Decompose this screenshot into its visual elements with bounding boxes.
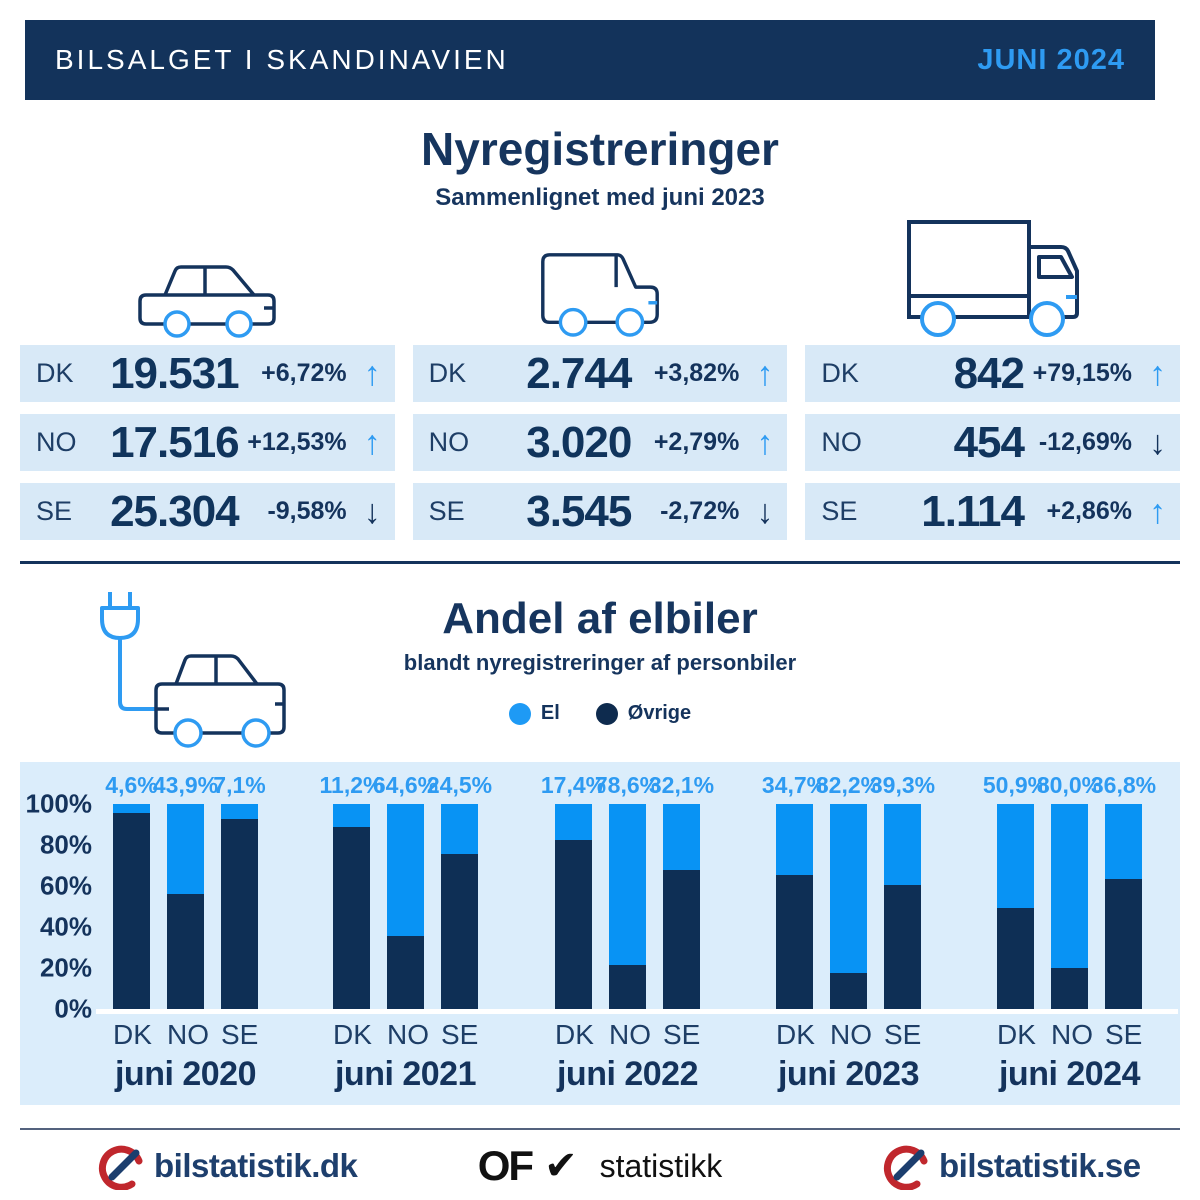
other-segment [776, 875, 813, 1009]
ev-share-label: 32,1% [648, 772, 715, 798]
stacked-bar-no [609, 804, 646, 1009]
country-tick-label: DK [776, 1019, 815, 1050]
other-segment [441, 854, 478, 1009]
el-segment [884, 804, 921, 885]
bars-row [113, 804, 258, 1009]
legend-item-el [509, 702, 560, 725]
stat-column-vans [413, 196, 788, 552]
category-labels-row [333, 1019, 478, 1051]
other-segment [221, 819, 258, 1009]
y-tick-label: 20% [39, 952, 92, 983]
value-labels-row [982, 772, 1157, 798]
country-tick-label: DK [555, 1019, 594, 1050]
ev-share-label: 82,2% [815, 772, 882, 798]
registration-count: 25.304 [110, 486, 239, 536]
bars-row [776, 804, 921, 1009]
bilstatistik-se-text: bilstatistik.se [939, 1147, 1141, 1184]
chart-group-juni-2023 [761, 772, 936, 1094]
ev-share-label: 4,6% [105, 772, 158, 798]
group-label: juni 2024 [998, 1055, 1140, 1093]
country-label: SE [821, 496, 858, 526]
other-segment [387, 936, 424, 1009]
stacked-bar-no [167, 804, 204, 1009]
ev-share-label: 39,3% [869, 772, 936, 798]
ofv-statistikk-logo [478, 1140, 723, 1192]
footer-divider [20, 1128, 1180, 1130]
other-segment [663, 870, 700, 1009]
other-segment [333, 827, 370, 1009]
car-icon [20, 196, 395, 345]
value-labels-row [105, 772, 266, 798]
change-percent: +2,79% [653, 428, 740, 456]
el-segment [555, 804, 592, 840]
country-tick-label: SE [441, 1019, 479, 1050]
header-period: JUNI 2024 [977, 43, 1125, 76]
other-segment [830, 973, 867, 1010]
stacked-bar-no [1051, 804, 1088, 1009]
bilstatistik-dk-logo [98, 1140, 357, 1192]
country-tick-label: NO [387, 1019, 429, 1050]
bars-row [333, 804, 478, 1009]
stacked-bar-se [441, 804, 478, 1009]
arrow-down-icon: ↓ [1148, 423, 1166, 462]
country-label: DK [36, 358, 74, 388]
other-segment [884, 885, 921, 1009]
country-tick-label: SE [1105, 1019, 1143, 1050]
country-label: SE [428, 496, 465, 526]
stacked-bar-dk [333, 804, 370, 1009]
registration-count: 2.744 [526, 348, 632, 398]
group-label: juni 2021 [334, 1055, 476, 1093]
stacked-bar-se [1105, 804, 1142, 1009]
el-segment [221, 804, 258, 819]
truck-stats [805, 345, 1180, 540]
y-tick-label: 60% [39, 870, 92, 901]
arrow-up-icon: ↑ [756, 354, 774, 393]
change-percent: +12,53% [247, 428, 347, 456]
stacked-bar-se [221, 804, 258, 1009]
country-tick-label: DK [333, 1019, 372, 1050]
stat-row-se [805, 483, 1180, 540]
el-segment [333, 804, 370, 827]
legend-dot [596, 703, 618, 725]
category-labels-row [113, 1019, 258, 1051]
ev-share-label: 11,2% [319, 772, 384, 798]
van-icon [413, 196, 788, 345]
country-label: NO [821, 427, 862, 457]
other-segment [113, 813, 150, 1009]
check-icon: ✔ [544, 1144, 578, 1188]
stacked-bar-dk [555, 804, 592, 1009]
el-segment [441, 804, 478, 854]
stat-column-cars [20, 196, 395, 552]
el-segment [167, 804, 204, 894]
header-bar [25, 20, 1155, 100]
stat-row-dk [805, 345, 1180, 402]
value-labels-row [319, 772, 493, 798]
ev-section-subtitle: blandt nyregistreringer af personbiler [403, 650, 797, 675]
ev-share-label: 36,8% [1090, 772, 1157, 798]
truck-icon [805, 196, 1180, 345]
other-segment [997, 908, 1034, 1009]
bars-row [555, 804, 700, 1009]
change-percent: -12,69% [1038, 428, 1132, 456]
country-label: DK [821, 358, 859, 388]
stacked-bar-se [663, 804, 700, 1009]
stat-row-dk [20, 345, 395, 402]
registration-count: 3.020 [526, 417, 632, 467]
country-label: SE [36, 496, 73, 526]
chart-group-juni-2020 [105, 772, 266, 1094]
country-tick-label: NO [609, 1019, 651, 1050]
chart-legend [0, 702, 1200, 725]
registrations-columns [20, 196, 1180, 552]
el-segment [776, 804, 813, 875]
stacked-bar-no [830, 804, 867, 1009]
stat-row-no [413, 414, 788, 471]
ev-share-label: 50,9% [982, 772, 1049, 798]
value-labels-row [761, 772, 936, 798]
legend-label: El [540, 702, 560, 724]
change-percent: +6,72% [261, 359, 347, 387]
ev-share-label: 80,0% [1036, 772, 1103, 798]
legend-label: Øvrige [627, 702, 692, 724]
y-tick-label: 100% [25, 788, 92, 819]
country-tick-label: DK [113, 1019, 152, 1050]
el-segment [113, 804, 150, 813]
group-label: juni 2020 [114, 1055, 256, 1093]
el-segment [387, 804, 424, 936]
other-segment [1051, 968, 1088, 1009]
other-segment [555, 840, 592, 1009]
stacked-bar-no [387, 804, 424, 1009]
registration-count: 1.114 [921, 486, 1024, 536]
registration-count: 19.531 [110, 348, 239, 398]
stat-row-se [413, 483, 788, 540]
legend-dot [509, 703, 531, 725]
bars-row [997, 804, 1142, 1009]
y-tick-label: 0% [54, 993, 92, 1024]
arrow-up-icon: ↑ [1148, 354, 1166, 393]
country-tick-label: SE [663, 1019, 701, 1050]
el-segment [663, 804, 700, 870]
ofv-wordmark: OF [477, 1142, 533, 1189]
arrow-up-icon: ↑ [363, 354, 381, 393]
change-percent: -2,72% [660, 497, 740, 525]
stat-row-dk [413, 345, 788, 402]
change-percent: +79,15% [1032, 359, 1132, 387]
y-tick-label: 80% [39, 829, 92, 860]
arrow-down-icon: ↓ [363, 492, 381, 531]
country-tick-label: NO [830, 1019, 872, 1050]
arrow-up-icon: ↑ [756, 423, 774, 462]
country-tick-label: NO [167, 1019, 209, 1050]
van-stats [413, 345, 788, 540]
ev-section-title: Andel af elbiler [442, 594, 758, 643]
ev-share-label: 7,1% [213, 772, 266, 798]
change-percent: -9,58% [267, 497, 347, 525]
ev-share-label: 24,5% [426, 772, 493, 798]
country-tick-label: SE [221, 1019, 259, 1050]
chart-group-juni-2022 [540, 772, 715, 1094]
el-segment [997, 804, 1034, 908]
other-segment [1105, 879, 1142, 1009]
arrow-down-icon: ↓ [756, 492, 774, 531]
country-label: NO [36, 427, 77, 457]
country-tick-label: DK [997, 1019, 1036, 1050]
stat-row-no [20, 414, 395, 471]
category-labels-row [997, 1019, 1142, 1051]
country-tick-label: NO [1051, 1019, 1093, 1050]
group-label: juni 2022 [556, 1055, 698, 1093]
arrow-up-icon: ↑ [363, 423, 381, 462]
change-percent: +3,82% [653, 359, 740, 387]
ev-share-chart [20, 762, 1180, 1105]
gauge-icon [883, 1142, 929, 1190]
value-labels-row [540, 772, 715, 798]
y-tick-label: 40% [39, 911, 92, 942]
bilstatistik-se-logo [883, 1140, 1141, 1192]
ev-share-label: 78,6% [594, 772, 661, 798]
registrations-subtitle: Sammenlignet med juni 2023 [435, 184, 765, 211]
statistikk-text: statistikk [599, 1147, 723, 1184]
registrations-title: Nyregistreringer [421, 123, 779, 175]
arrow-up-icon: ↑ [1148, 492, 1166, 531]
bilstatistik-dk-text: bilstatistik.dk [154, 1147, 358, 1184]
stat-row-se [20, 483, 395, 540]
gauge-icon [98, 1142, 144, 1190]
stacked-bar-se [884, 804, 921, 1009]
stacked-bar-dk [113, 804, 150, 1009]
el-segment [1105, 804, 1142, 879]
stacked-bar-dk [776, 804, 813, 1009]
ev-share-label: 64,6% [372, 772, 439, 798]
stat-row-no [805, 414, 1180, 471]
category-labels-row [776, 1019, 921, 1051]
section-divider [20, 561, 1180, 564]
change-percent: +2,86% [1046, 497, 1132, 525]
ev-share-label: 34,7% [761, 772, 828, 798]
el-segment [830, 804, 867, 973]
el-segment [609, 804, 646, 965]
registration-count: 454 [953, 417, 1024, 467]
legend-item-øvrige [596, 702, 691, 725]
chart-group-juni-2021 [319, 772, 493, 1094]
el-segment [1051, 804, 1088, 968]
group-label: juni 2023 [777, 1055, 919, 1093]
car-stats [20, 345, 395, 540]
country-tick-label: SE [884, 1019, 922, 1050]
other-segment [609, 965, 646, 1009]
country-label: NO [428, 427, 470, 457]
registration-count: 842 [953, 348, 1024, 398]
registration-count: 3.545 [526, 486, 632, 536]
chart-group-juni-2024 [982, 772, 1157, 1094]
registration-count: 17.516 [110, 417, 239, 467]
other-segment [167, 894, 204, 1009]
country-label: DK [428, 358, 467, 388]
ev-share-label: 17,4% [540, 772, 607, 798]
header-title: BILSALGET I SKANDINAVIEN [55, 44, 509, 75]
stat-column-trucks [805, 196, 1180, 552]
category-labels-row [555, 1019, 700, 1051]
ev-share-label: 43,9% [152, 772, 219, 798]
stacked-bar-dk [997, 804, 1034, 1009]
